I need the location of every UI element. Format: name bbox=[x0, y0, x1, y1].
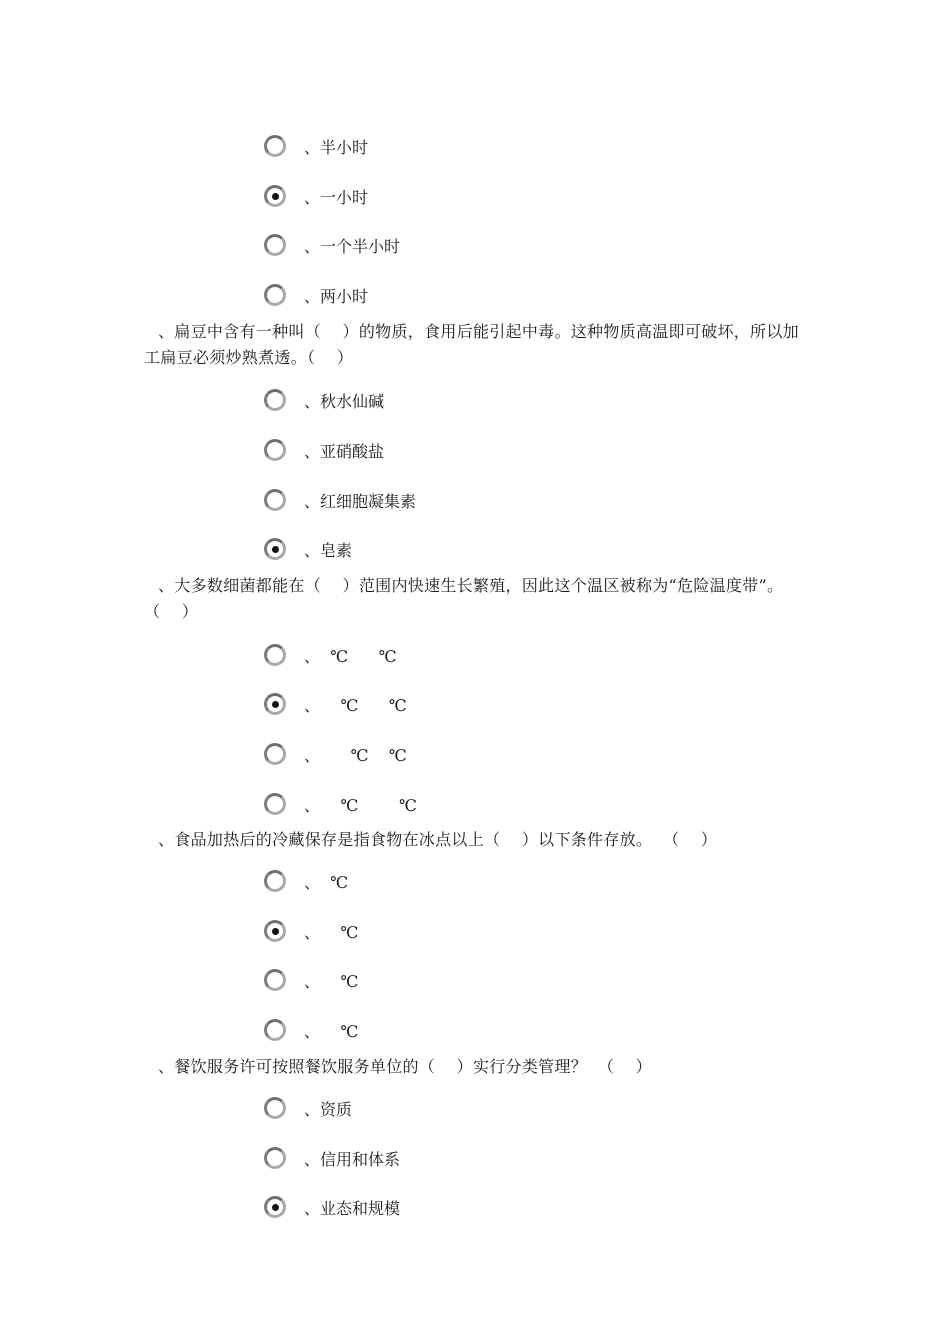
radio-button[interactable] bbox=[264, 489, 286, 511]
radio-button[interactable] bbox=[264, 439, 286, 461]
radio-button[interactable] bbox=[264, 1097, 286, 1119]
option-label: 、 ℃ bbox=[304, 922, 359, 942]
option-g1-2[interactable] bbox=[264, 485, 416, 515]
option-label: 、皂素 bbox=[304, 540, 353, 560]
option-label: 、业态和规模 bbox=[304, 1198, 401, 1218]
option-g0-3[interactable] bbox=[264, 280, 368, 310]
option-g3-2[interactable] bbox=[264, 965, 358, 995]
option-label: 、 ℃ ℃ bbox=[304, 646, 397, 666]
option-g3-3[interactable] bbox=[264, 1015, 358, 1045]
radio-button[interactable] bbox=[264, 693, 286, 715]
radio-button[interactable] bbox=[264, 185, 286, 207]
option-g3-1[interactable] bbox=[264, 916, 358, 946]
question-text: 、大多数细菌都能在（ ）范围内快速生长繁殖，因此这个温区被称为“危险温度带”。 bbox=[158, 576, 784, 595]
radio-button[interactable] bbox=[264, 1147, 286, 1169]
option-g2-3[interactable] bbox=[264, 789, 417, 819]
option-label: 、 ℃ bbox=[304, 872, 349, 892]
option-label: 、秋水仙碱 bbox=[304, 391, 385, 411]
option-label: 、 ℃ ℃ bbox=[304, 695, 407, 715]
question-text: 、扁豆中含有一种叫（ ）的物质，食用后能引起中毒。这种物质高温即可破坏，所以加 bbox=[158, 322, 799, 341]
option-label: 、一个半小时 bbox=[304, 236, 401, 256]
option-label: 、信用和体系 bbox=[304, 1149, 401, 1169]
option-g4-0[interactable] bbox=[264, 1093, 352, 1123]
radio-button[interactable] bbox=[264, 920, 286, 942]
option-g2-2[interactable] bbox=[264, 739, 407, 769]
option-label: 、 ℃ bbox=[304, 971, 359, 991]
option-label: 、两小时 bbox=[304, 286, 369, 306]
radio-button[interactable] bbox=[264, 743, 286, 765]
radio-button[interactable] bbox=[264, 644, 286, 666]
option-label: 、 ℃ bbox=[304, 1021, 359, 1041]
option-g1-1[interactable] bbox=[264, 435, 384, 465]
radio-button[interactable] bbox=[264, 538, 286, 560]
option-g0-0[interactable] bbox=[264, 131, 368, 161]
question-text-continued: 工扁豆必须炒熟煮透。（ ） bbox=[144, 348, 354, 367]
option-label: 、亚硝酸盐 bbox=[304, 441, 385, 461]
radio-button[interactable] bbox=[264, 1019, 286, 1041]
radio-button[interactable] bbox=[264, 793, 286, 815]
radio-button[interactable] bbox=[264, 234, 286, 256]
option-label: 、半小时 bbox=[304, 137, 369, 157]
option-label: 、资质 bbox=[304, 1099, 353, 1119]
option-label: 、红细胞凝集素 bbox=[304, 491, 417, 511]
option-g0-2[interactable] bbox=[264, 230, 400, 260]
option-g2-1[interactable] bbox=[264, 689, 407, 719]
radio-button[interactable] bbox=[264, 135, 286, 157]
option-label: 、 ℃ ℃ bbox=[304, 795, 417, 815]
option-label: 、 ℃ ℃ bbox=[304, 745, 407, 765]
option-g1-3[interactable] bbox=[264, 534, 352, 564]
radio-button[interactable] bbox=[264, 389, 286, 411]
option-label: 、一小时 bbox=[304, 187, 369, 207]
question-text: 、餐饮服务许可按照餐饮服务单位的（ ）实行分类管理？ （ ） bbox=[158, 1057, 652, 1076]
radio-button[interactable] bbox=[264, 1196, 286, 1218]
option-g1-0[interactable] bbox=[264, 385, 384, 415]
question-text: 、食品加热后的冷藏保存是指食物在冰点以上（ ）以下条件存放。 （ ） bbox=[158, 830, 718, 849]
option-g0-1[interactable] bbox=[264, 181, 368, 211]
radio-button[interactable] bbox=[264, 969, 286, 991]
option-g4-1[interactable] bbox=[264, 1143, 400, 1173]
option-g4-2[interactable] bbox=[264, 1192, 400, 1222]
option-g2-0[interactable] bbox=[264, 640, 397, 670]
question-text-continued: （ ） bbox=[144, 602, 199, 621]
radio-button[interactable] bbox=[264, 284, 286, 306]
option-g3-0[interactable] bbox=[264, 866, 348, 896]
radio-button[interactable] bbox=[264, 870, 286, 892]
